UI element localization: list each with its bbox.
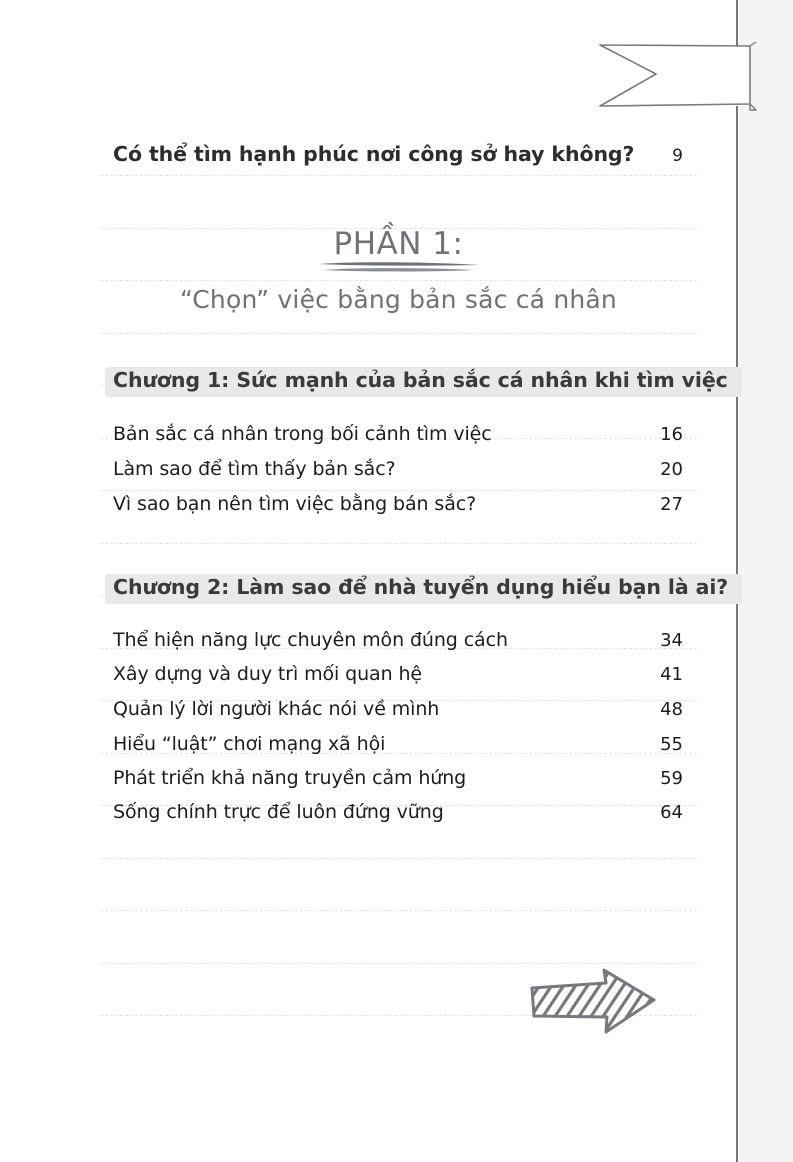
toc-entry-page: 27 (660, 494, 683, 515)
toc-entry-label: Vì sao bạn nên tìm việc bằng bán sắc? (113, 493, 477, 515)
toc-header-entry[interactable] (113, 142, 697, 166)
toc-entry-page: 16 (660, 424, 683, 445)
toc-entry-page: 34 (660, 630, 683, 651)
toc-entry-label: Thể hiện năng lực chuyên môn đúng cách (113, 629, 508, 651)
chapter-heading-2-label: Chương 2: Làm sao để nhà tuyển dụng hiểu bạn là ai? (113, 575, 729, 599)
toc-entry[interactable] (113, 663, 697, 685)
toc-entry[interactable] (113, 423, 697, 445)
toc-entry-label: Bản sắc cá nhân trong bối cảnh tìm việc (113, 423, 492, 445)
toc-entry[interactable] (113, 458, 697, 480)
toc-entry-label: Phát triển khả năng truyền cảm hứng (113, 767, 467, 789)
toc-entry-label: Quản lý lời người khác nói về mình (113, 698, 440, 720)
toc-header-entry-label: Có thể tìm hạnh phúc nơi công sở hay không? (113, 142, 635, 166)
toc-entry-label: Sống chính trực để luôn đứng vững (113, 801, 444, 823)
toc-entry-page: 59 (660, 768, 683, 789)
chapter-heading-1 (113, 363, 728, 397)
toc-entry[interactable] (113, 629, 697, 651)
hand-drawn-right-arrow-icon (528, 965, 658, 1037)
chapter-heading-2 (113, 570, 728, 604)
part-block (100, 228, 697, 314)
toc-entry[interactable] (113, 801, 697, 823)
toc-entry[interactable] (113, 767, 697, 789)
toc-entry-page: 41 (660, 664, 683, 685)
toc-entry-label: Xây dựng và duy trì mối quan hệ (113, 663, 422, 685)
toc-entry-page: 64 (660, 802, 683, 823)
toc-entry-page: 20 (660, 459, 683, 480)
toc-entry[interactable] (113, 493, 697, 515)
toc-entry-label: Hiểu “luật” chơi mạng xã hội (113, 733, 386, 755)
toc-entry-page: 48 (660, 699, 683, 720)
chapter-heading-1-label: Chương 1: Sức mạnh của bản sắc cá nhân khi tìm việc (113, 368, 728, 392)
toc-entry-label: Làm sao để tìm thấy bản sắc? (113, 458, 396, 480)
toc-entry-page: 55 (660, 734, 683, 755)
part-subtitle: “Chọn” việc bằng bản sắc cá nhân (180, 284, 617, 314)
toc-entry[interactable] (113, 698, 697, 720)
toc-header-entry-page: 9 (672, 146, 683, 166)
part-title: PHẦN 1: (333, 226, 464, 262)
toc-entry[interactable] (113, 733, 697, 755)
